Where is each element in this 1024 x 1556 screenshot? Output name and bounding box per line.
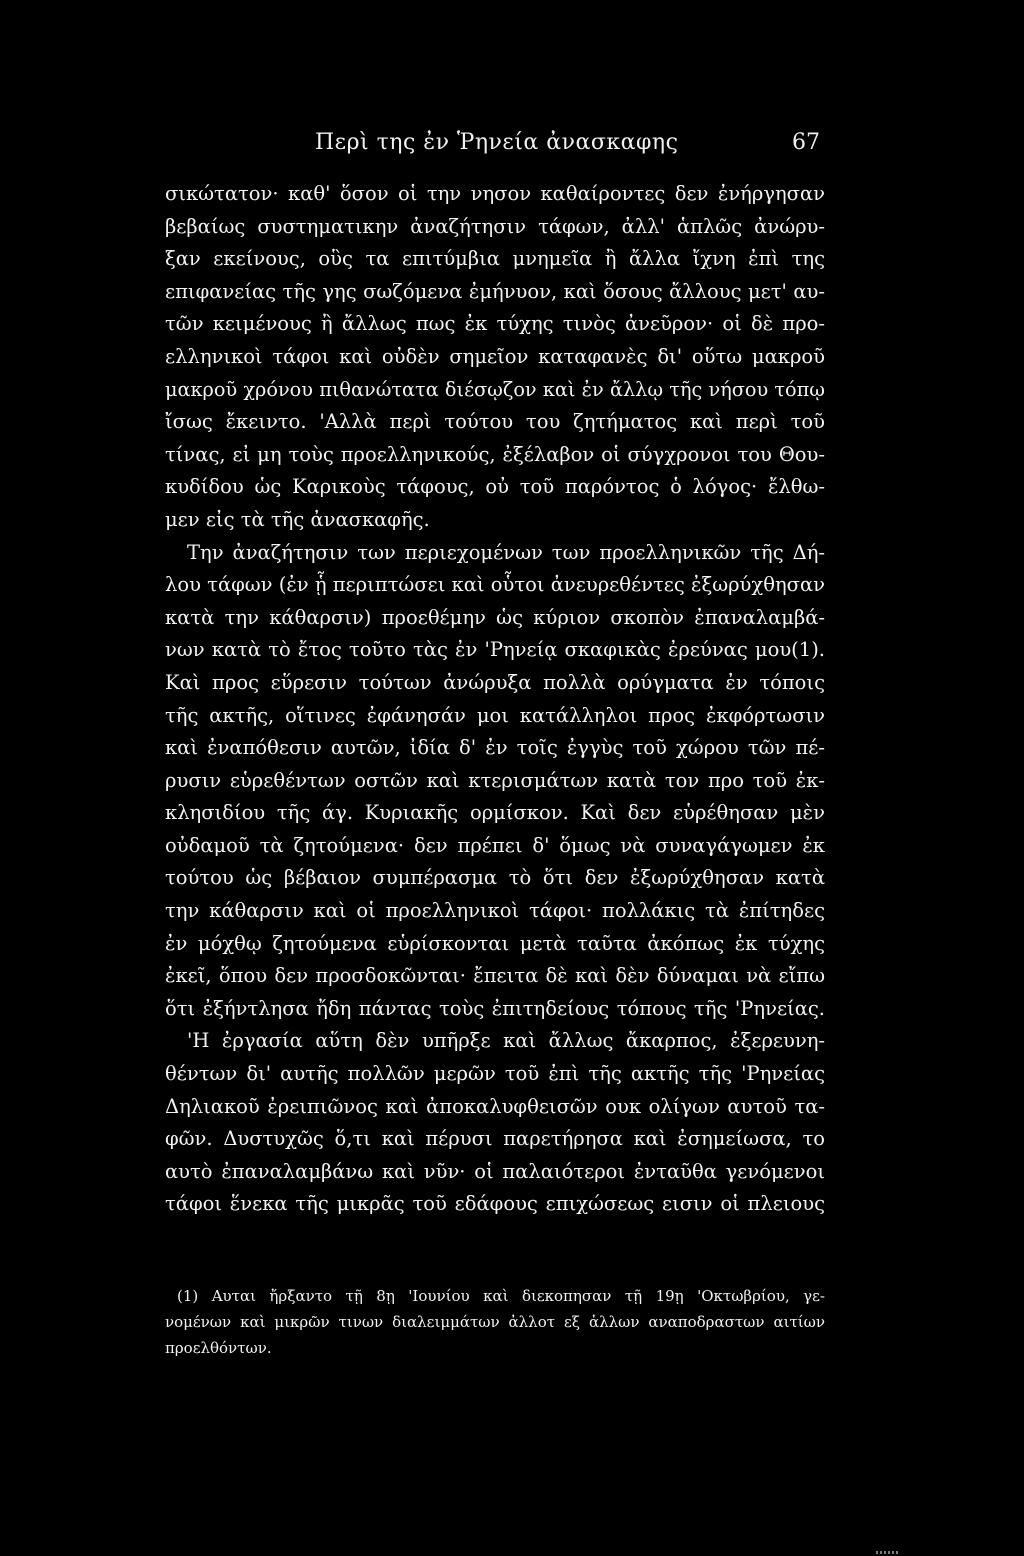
text-line: τῶν κειμένους ἢ ἄλλως πως ἐκ τύχης τινὸς ἀνεῦρον· οἱ δὲ προ- [165, 312, 825, 336]
text-line: θέντων δι' αυτῆς πολλῶν μερῶν τοῦ ἐπὶ τῆς ακτῆς τῆς 'Ρηνείας [165, 1062, 825, 1086]
text-line: Καὶ προς εὕρεσιν τούτων ἀνώρυξα πολλὰ ορύγματα ἐν τόποις [165, 670, 825, 694]
text-line: τούτου ὡς βέβαιον συμπέρασμα τὸ ὅτι δεν ἐξωρύχθησαν κατὰ [165, 866, 825, 890]
footnote-line: (1) Αυται ἤρξαντο τῇ 8ῃ 'Ιουνίου καὶ διεκοπησαν τῇ 19ῃ 'Οκτωβρίου, γε- [177, 1287, 825, 1305]
text-line: λου τάφων (ἐν ᾗ περιπτώσει καὶ οὗτοι ἀνευρεθέντες ἐξωρύχθησαν [165, 573, 825, 597]
text-line: οὐδαμοῦ τὰ ζητούμενα· δεν πρέπει δ' ὅμως νὰ συναγάγωμεν ἐκ [165, 833, 825, 857]
text-line: νων κατὰ τὸ ἔτος τοῦτο τὰς ἐν 'Ρηνείᾳ σκαφικὰς ἐρεύνας μου(1). [165, 638, 825, 662]
page-header [165, 130, 820, 160]
text-line: Την ἀναζήτησιν των περιεχομένων των προελληνικῶν τῆς Δή- [187, 540, 825, 564]
scan-artifact [876, 1551, 900, 1554]
text-line: ἴσως ἔκειντο. 'Αλλὰ περὶ τούτου του ζητήματος καὶ περὶ τοῦ [165, 410, 825, 434]
text-line: τίνας, εἰ μη τοὺς προελληνικούς, ἐξέλαβον οἱ σύγχρονοι του Θου- [165, 442, 825, 466]
text-line: μακροῦ χρόνου πιθανώτατα διέσῳζον καὶ ἐν ἄλλῳ τῆς νήσου τόπῳ [165, 377, 825, 401]
text-line: φῶν. Δυστυχῶς ὅ,τι καὶ πέρυσι παρετήρησα καὶ ἐσημείωσα, το [165, 1127, 825, 1151]
text-line: ὅτι ἐξήντλησα ἤδη πάντας τοὺς ἐπιτηδείους τόπους τῆς 'Ρηνείας. [165, 996, 825, 1020]
text-line: Δηλιακοῦ ἐρειπιῶνος καὶ ἀποκαλυφθεισῶν ουκ ολίγων αυτοῦ τα- [165, 1094, 825, 1118]
text-line: 'Η ἐργασία αὕτη δὲν υπῆρξε καὶ ἄλλως ἄκαρπος, ἐξερευνη- [187, 1029, 825, 1053]
text-line: κυδίδου ὡς Καρικοὺς τάφους, οὐ τοῦ παρόντος ὁ λόγος· ἔλθω- [165, 475, 825, 499]
text-line: βεβαίως συστηματικην ἀναζήτησιν τάφων, ἀλλ' ἁπλῶς ἀνώρυ- [165, 214, 825, 238]
text-line: κατὰ την κάθαρσιν) προεθέμην ὡς κύριον σκοπὸν ἐπαναλαμβά- [165, 605, 825, 629]
text-line: τάφοι ἕνεκα τῆς μικρᾶς τοῦ εδάφους επιχώσεως εισιν οἱ πλειους [165, 1192, 825, 1216]
text-line: επιφανείας τῆς γης σωζόμενα ἐμήνυον, καὶ ὅσους ἄλλους μετ' αυ- [165, 279, 825, 303]
text-line: ξαν εκείνους, οὓς τα επιτύμβια μνημεῖα ἢ ἄλλα ἴχνη ἐπὶ της [165, 247, 825, 271]
text-line: μεν εἰς τὰ τῆς ἀνασκαφῆς. [165, 507, 430, 531]
running-title: Περὶ της ἐν Ῥηνεία ἀνασκαφης [315, 130, 679, 155]
text-line: ἐν μόχθῳ ζητούμενα εὑρίσκονται μετὰ ταῦτα ἀκόπως ἐκ τύχης [165, 931, 825, 955]
text-line: τῆς ακτῆς, οἵτινες ἐφάνησάν μοι κατάλληλοι προς ἐκφόρτωσιν [165, 703, 825, 727]
footnote [165, 1283, 825, 1361]
body-text [165, 178, 825, 1221]
text-line: ρυσιν εὑρεθέντων οστῶν καὶ κτερισμάτων κατὰ τον προ τοῦ ἐκ- [165, 768, 825, 792]
text-line: την κάθαρσιν καὶ οἱ προελληνικοὶ τάφοι· πολλάκις τὰ ἐπίτηδες [165, 899, 825, 923]
page-number: 67 [792, 130, 820, 155]
text-line: κλησιδίου τῆς άγ. Κυριακῆς ορμίσκον. Καὶ δεν εὑρέθησαν μὲν [165, 801, 825, 825]
text-line: ἐκεῖ, ὅπου δεν προσδοκῶνται· ἔπειτα δὲ καὶ δὲν δύναμαι νὰ εἴπω [165, 964, 825, 988]
footnote-line: προελθόντων. [165, 1339, 272, 1357]
footnote-line: νομένων καὶ μικρῶν τινων διαλειμμάτων ἀλλοτ εξ ἀλλων αναποδραστων αιτίων [165, 1313, 825, 1331]
text-line: καὶ ἐναπόθεσιν αυτῶν, ἰδία δ' ἐν τοῖς ἐγγὺς τοῦ χώρου τῶν πέ- [165, 736, 825, 760]
text-line: αυτὸ ἐπαναλαμβάνω καὶ νῦν· οἱ παλαιότεροι ἐνταῦθα γενόμενοι [165, 1159, 825, 1183]
text-line: σικώτατον· καθ' ὅσον οἱ την νησον καθαίροντες δεν ἐνήργησαν [165, 182, 825, 205]
text-line: ελληνικοὶ τάφοι καὶ οὐδὲν σημεῖον καταφανὲς δι' οὕτω μακροῦ [165, 344, 825, 368]
